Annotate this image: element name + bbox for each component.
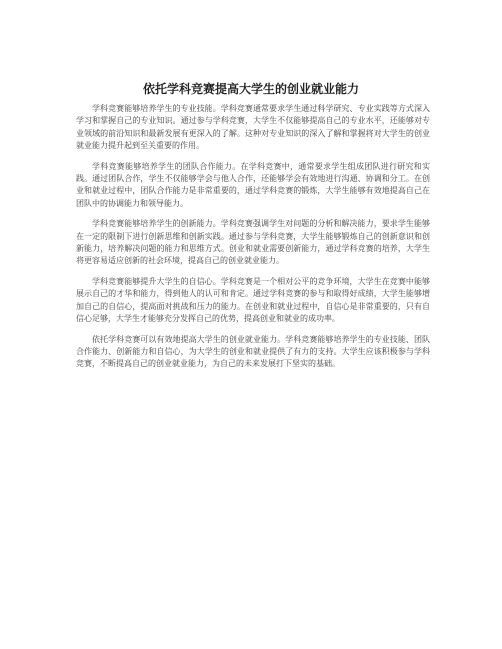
document-body bbox=[76, 103, 430, 379]
document-title: 依托学科竞赛提高大学生的创业就业能力 bbox=[142, 82, 359, 96]
paragraph: 学科竞赛能够培养学生的专业技能。学科竞赛通常要求学生通过科学研究、专业实践等方式深入学习和掌握自己的专业知识。通过参与学科竞赛，大学生不仅能够提高自己的专业水平，还能够对专业领域的前沿知识和最新发展有更深入的了解。这种对专业知识的深入了解和掌握将对大学生的创业就业能力提升起到至关重要的作用。 bbox=[76, 104, 430, 151]
paragraph: 学科竞赛能够提升大学生的自信心。学科竞赛是一个相对公平的竞争环境，大学生在竞赛中能够展示自己的才华和能力，得到他人的认可和肯定。通过学科竞赛的参与和取得好成绩，大学生能够增加自己的自信心，提高面对挑战和压力的能力。在创业和就业过程中，自信心是非常重要的，只有自信心足够，大学生才能够充分发挥自己的优势，提高创业和就业的成功率。 bbox=[76, 276, 430, 324]
paragraph: 学科竞赛能够培养学生的团队合作能力。在学科竞赛中，通常要求学生组成团队进行研究和实践。通过团队合作，学生不仅能够学会与他人合作，还能够学会有效地进行沟通、协调和分工。在创业和就业过程中，团队合作能力是非常重要的，通过学科竞赛的锻炼，大学生能够有效地提高自己在团队中的协调能力和领导能力。 bbox=[76, 161, 430, 208]
paragraph: 依托学科竞赛可以有效地提高大学生的创业就业能力。学科竞赛能够培养学生的专业技能、团队合作能力、创新能力和自信心，为大学生的创业和就业提供了有力的支持。大学生应该积极参与学科竞赛，不断提高自己的创业就业能力，为自己的未来发展打下坚实的基础。 bbox=[76, 334, 430, 369]
paragraph: 学科竞赛能够培养学生的创新能力。学科竞赛强调学生对问题的分析和解决能力，要求学生能够在一定的限制下进行创新思维和创新实践。通过参与学科竞赛，大学生能够锻炼自己的创新意识和创新能力，培养解决问题的能力和思维方式。创业和就业需要创新能力，通过学科竞赛的培养，大学生将更容易适应创新的社会环境，提高自己的创业就业能力。 bbox=[76, 219, 430, 266]
